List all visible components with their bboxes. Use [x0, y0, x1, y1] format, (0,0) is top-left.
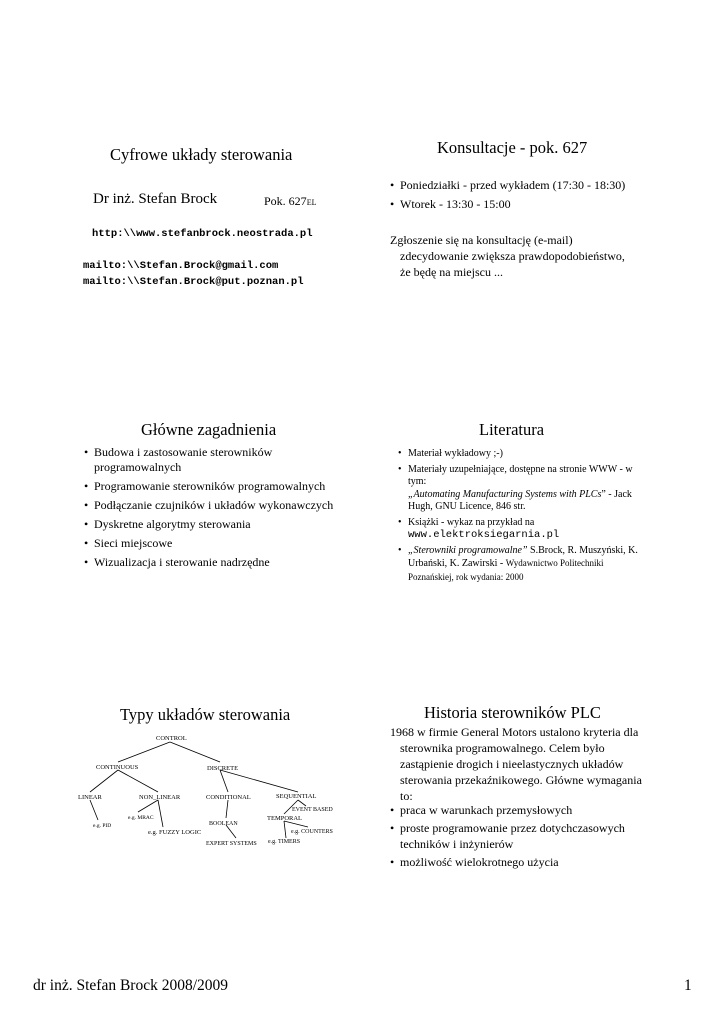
- slide4-item: [398, 517, 644, 542]
- diagram-temporal: TEMPORAL: [267, 815, 303, 822]
- slide4-item: [398, 464, 644, 514]
- diagram-nonlinear: NON_LINEAR: [139, 794, 181, 801]
- slide2-item: • Poniedziałki - przed wykładem (17:30 - 18:30): [390, 178, 710, 193]
- slide1-mail-put-link[interactable]: mailto:\\Stefan.Brock@put.poznan.pl: [83, 276, 304, 288]
- diagram-discrete: DISCRETE: [207, 765, 239, 772]
- slide1-room-suffix: EL: [306, 198, 317, 207]
- diagram-mrac: e.g. MRAC: [128, 815, 154, 821]
- diagram-conditional: CONDITIONAL: [206, 794, 251, 801]
- diagram-boolean: BOOLEAN: [209, 821, 238, 827]
- diagram-timers: e.g. TIMERS: [268, 839, 301, 845]
- slide1-title: Cyfrowe układy sterowania: [110, 145, 293, 164]
- slide6-title: Historia sterowników PLC: [424, 703, 601, 722]
- diagram-control: CONTROL: [156, 735, 187, 742]
- slide4-item2-rest: ” - Jack Hugh, GNU Licence, 846 str.: [408, 488, 632, 512]
- slide3-list: [84, 445, 344, 574]
- slide5-title: Typy układów sterowania: [120, 705, 291, 724]
- diagram-fuzzy: e.g. FUZZY LOGIC: [148, 829, 202, 836]
- diagram-event-based: EVENT BASED: [292, 807, 333, 813]
- slide4-item3-intro: Książki - wykaz na przykład na: [408, 516, 535, 528]
- slide2-list: [390, 178, 710, 216]
- slide6-item: • możliwość wielokrotnego użycia: [390, 854, 650, 870]
- slide4-list: [398, 448, 644, 587]
- slide2-title: Konsultacje - pok. 627: [437, 138, 588, 157]
- slide4-title: Literatura: [479, 420, 545, 439]
- diagram-continuous: CONTINUOUS: [96, 764, 139, 771]
- diagram-linear: LINEAR: [78, 794, 102, 801]
- slide1-mail-gmail-link[interactable]: mailto:\\Stefan.Brock@gmail.com: [83, 260, 279, 272]
- diagram-pid: e.g. PID: [93, 823, 112, 829]
- slide1-author: Dr inż. Stefan Brock: [93, 191, 218, 207]
- page-number: 1: [684, 977, 692, 994]
- slide2-note: [390, 232, 710, 280]
- slide3-item: • Podłączanie czujników i układów wykonawczych: [84, 498, 344, 513]
- slide3-item: • Sieci miejscowe: [84, 536, 344, 551]
- slide2-item: • Wtorek - 13:30 - 15:00: [390, 197, 710, 212]
- slide6-list: [390, 802, 650, 872]
- slide2-note-line: zdecydowanie zwiększa prawdopodobieństwo,: [400, 249, 625, 263]
- diagram-counters: e.g. COUNTERS: [291, 829, 333, 835]
- slide3-item: • Budowa i zastosowanie sterowników programowalnych: [84, 445, 344, 475]
- slide1-room: [264, 194, 316, 209]
- slide1-url-link[interactable]: http:\\www.stefanbrock.neostrada.pl: [92, 228, 313, 240]
- slide2-note-line: że będę na miejscu ...: [400, 265, 503, 279]
- slide4-item: • Materiał wykładowy ;-): [398, 448, 644, 461]
- slide3-item: • Dyskretne algorytmy sterowania: [84, 517, 344, 532]
- slide3-item: • Programowanie sterowników programowalnych: [84, 479, 344, 494]
- slide1-room-number: Pok. 627: [264, 194, 307, 208]
- slide4-item4-publisher: Wydawnictwo Politechniki Poznańskiej, rok wydania: 2000: [408, 558, 604, 582]
- diagram-expert: EXPERT SYSTEMS: [206, 841, 257, 847]
- slide4-item2-intro: Materiały uzupełniające, dostępne na stronie WWW - w tym:: [408, 463, 633, 487]
- control-types-diagram: [78, 730, 348, 852]
- slide4-item3-link[interactable]: www.elektroksiegarnia.pl: [408, 529, 560, 541]
- footer-text: dr inż. Stefan Brock 2008/2009: [33, 977, 229, 994]
- slide3-title: Główne zagadnienia: [141, 420, 277, 439]
- slide4-item4-title: „Sterowniki programowalne”: [408, 544, 528, 556]
- slide6-intro: 1968 w firmie General Motors ustalono kryteria dla sterownika programowalnego. Celem było zastąpienie drogich i nieelastycznych układów sterowania przekaźnikowego. Główne wymagania to:: [390, 725, 642, 803]
- diagram-sequential: SEQUENTIAL: [276, 793, 317, 800]
- slide6-item: • proste programowanie przez dotychczasowych techników i inżynierów: [390, 820, 650, 852]
- slide2-note-line: Zgłoszenie się na konsultację (e-mail): [390, 233, 573, 247]
- slide4-item2-book: „Automating Manufacturing Systems with PLCs: [408, 488, 602, 500]
- slide6-item: • praca w warunkach przemysłowych: [390, 802, 650, 818]
- slide4-item: [398, 545, 644, 585]
- slide3-item: • Wizualizacja i sterowanie nadrzędne: [84, 555, 344, 570]
- slide4-item4-authors: S.Brock, R. Muszyński, K. Urbański, K. Zawirski -: [408, 544, 638, 569]
